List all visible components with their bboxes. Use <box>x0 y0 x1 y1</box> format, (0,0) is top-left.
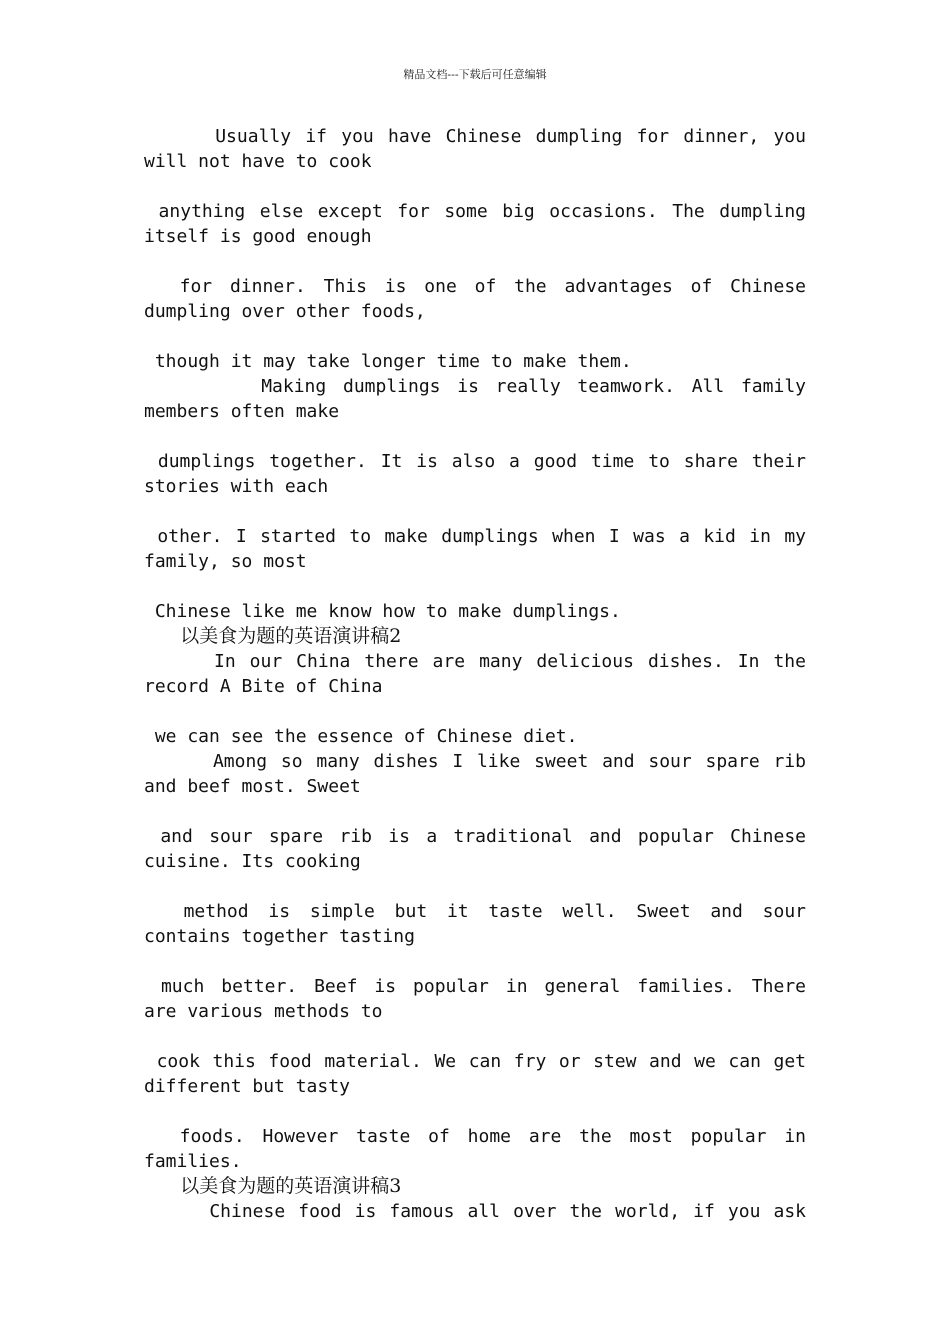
text-line: different but tasty <box>144 1076 350 1097</box>
paragraph-gap <box>144 174 806 199</box>
text-line: for dinner. This is one of the advantages of Chinese <box>144 276 806 297</box>
text-line: families. <box>144 1151 242 1172</box>
text-line: we can see the essence of Chinese diet. <box>144 726 578 747</box>
paragraph-gap <box>144 799 806 824</box>
text-line: foods. However taste of home are the most popular in <box>144 1126 806 1147</box>
text-line: and beef most. Sweet <box>144 776 361 797</box>
page-header: 精品文档---下载后可任意编辑 <box>403 68 547 81</box>
paragraph-gap <box>144 1024 806 1049</box>
text-line: members often make <box>144 401 340 422</box>
text-line: much better. Beef is popular in general families. There <box>144 976 806 997</box>
paragraph-gap <box>144 699 806 724</box>
text-line: are various methods to <box>144 1001 383 1022</box>
text-line: method is simple but it taste well. Sweet and sour <box>144 901 806 922</box>
text-line: contains together tasting <box>144 926 415 947</box>
text-line: itself is good enough <box>144 226 372 247</box>
text-line: In our China there are many delicious dishes. In the <box>144 651 806 672</box>
paragraph-gap <box>144 1099 806 1124</box>
text-line: though it may take longer time to make them. <box>144 351 632 372</box>
paragraph-gap <box>144 424 806 449</box>
paragraph-gap <box>144 949 806 974</box>
text-line: Among so many dishes I like sweet and sour spare rib <box>144 751 806 772</box>
text-line: and sour spare rib is a traditional and popular Chinese <box>144 826 806 847</box>
text-line: will not have to cook <box>144 151 372 172</box>
paragraph-gap <box>144 499 806 524</box>
text-line: record A Bite of China <box>144 676 383 697</box>
text-line: dumplings together. It is also a good time to share their <box>144 451 806 472</box>
text-line: cuisine. Its cooking <box>144 851 361 872</box>
section-heading: 以美食为题的英语演讲稿3 <box>144 1175 402 1197</box>
paragraph-gap <box>144 324 806 349</box>
paragraph-gap <box>144 874 806 899</box>
text-line: Chinese food is famous all over the world, if you ask <box>144 1201 806 1222</box>
text-line: Making dumplings is really teamwork. All family <box>144 376 806 397</box>
text-line: cook this food material. We can fry or stew and we can get <box>144 1051 806 1072</box>
section-heading: 以美食为题的英语演讲稿2 <box>144 625 402 647</box>
text-line: stories with each <box>144 476 329 497</box>
text-line: anything else except for some big occasions. The dumpling <box>144 201 806 222</box>
document-body <box>144 124 806 1224</box>
text-line: dumpling over other foods, <box>144 301 426 322</box>
paragraph-gap <box>144 249 806 274</box>
text-line: Chinese like me know how to make dumplings. <box>144 601 621 622</box>
text-line: family, so most <box>144 551 307 572</box>
paragraph-gap <box>144 574 806 599</box>
text-line: other. I started to make dumplings when I was a kid in my <box>144 526 806 547</box>
text-line: Usually if you have Chinese dumpling for dinner, you <box>144 126 806 147</box>
